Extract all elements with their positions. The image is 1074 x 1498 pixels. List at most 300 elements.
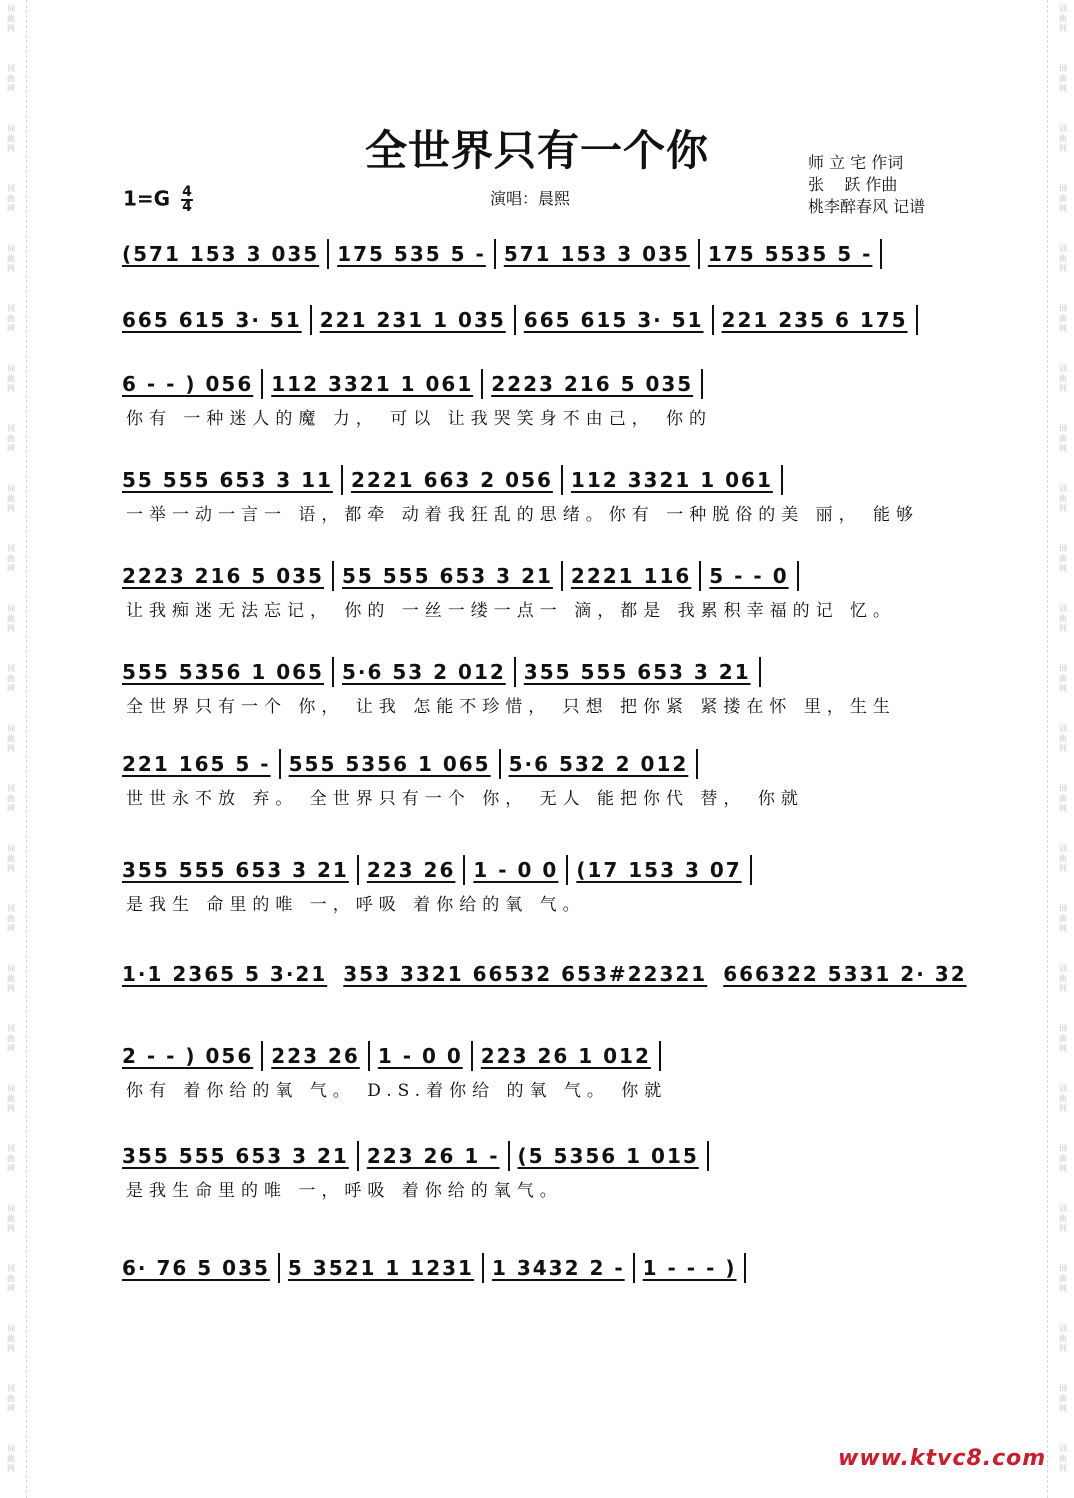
watermark-char: 词 <box>7 1144 15 1153</box>
measure: 1·1 2365 5 3·21 <box>122 962 328 986</box>
composer-credit: 张 跃 作曲 <box>808 175 898 194</box>
bar-line <box>332 561 334 591</box>
measure: 2223 216 5 035 <box>122 564 324 588</box>
measure: 1 - - - ) <box>642 1256 737 1280</box>
score-row <box>122 364 952 430</box>
watermark-char: 曲 <box>1059 1454 1067 1463</box>
lyrics-line: 世世永不放 弃。 全世界只有一个 你， 无人 能把你代 替， 你就 <box>126 789 804 809</box>
watermark-text <box>4 1384 18 1414</box>
watermark-char: 曲 <box>1059 974 1067 983</box>
watermark-char: 网 <box>1059 624 1067 633</box>
watermark-char: 网 <box>1059 1344 1067 1353</box>
watermark-char: 网 <box>7 24 15 33</box>
watermark-char: 曲 <box>7 854 15 863</box>
measure: 1 - 0 0 <box>473 858 559 882</box>
watermark-char: 词 <box>1059 244 1067 253</box>
bar-line <box>880 239 882 269</box>
measure: 1 - 0 0 <box>377 1044 463 1068</box>
measure: 353 3321 66532 653#22321 <box>343 962 708 986</box>
watermark-char: 网 <box>1059 684 1067 693</box>
bar-line <box>701 369 703 399</box>
watermark-char: 曲 <box>7 374 15 383</box>
watermark-char: 网 <box>1059 1404 1067 1413</box>
watermark-char: 词 <box>1059 424 1067 433</box>
watermark-text <box>1056 544 1070 574</box>
watermark-text <box>4 1264 18 1294</box>
bar-line <box>797 561 799 591</box>
watermark-char: 网 <box>7 264 15 273</box>
watermark-text <box>1056 1204 1070 1234</box>
watermark-char: 网 <box>1059 1044 1067 1053</box>
watermark-char: 曲 <box>1059 1394 1067 1403</box>
watermark-char: 词 <box>1059 1204 1067 1213</box>
watermark-char: 词 <box>7 304 15 313</box>
watermark-char: 网 <box>1059 1464 1067 1473</box>
measure: 223 26 <box>366 858 456 882</box>
watermark-char: 词 <box>1059 1384 1067 1393</box>
right-border <box>1047 0 1074 1498</box>
watermark-char: 网 <box>7 84 15 93</box>
watermark-text <box>4 1324 18 1354</box>
score-row <box>122 556 952 622</box>
watermark-char: 词 <box>1059 1084 1067 1093</box>
notation-line <box>122 234 952 274</box>
watermark-char: 网 <box>7 1164 15 1173</box>
score-row <box>122 652 952 718</box>
watermark-char: 网 <box>1059 1284 1067 1293</box>
watermark-char: 词 <box>1059 1324 1067 1333</box>
watermark-char: 词 <box>1059 364 1067 373</box>
measure: 223 26 <box>271 1044 360 1068</box>
bar-line <box>698 239 700 269</box>
bar-line <box>482 1253 484 1283</box>
score-row <box>122 300 952 340</box>
watermark-text <box>4 304 18 334</box>
measure: 665 615 3· 51 <box>523 308 704 332</box>
measure: 355 555 653 3 21 <box>122 858 349 882</box>
watermark-text <box>4 844 18 874</box>
lyrics-line: 是我生命里的唯 一，呼吸 着你给的氧气。 <box>126 1181 563 1201</box>
measure: 1 3432 2 - <box>491 1256 625 1280</box>
watermark-char: 网 <box>1059 924 1067 933</box>
watermark-char: 曲 <box>7 734 15 743</box>
bar-line <box>781 465 783 495</box>
watermark-text <box>4 1024 18 1054</box>
measure: 112 3321 1 061 <box>271 372 474 396</box>
watermark-text <box>4 184 18 214</box>
watermark-char: 网 <box>1059 1224 1067 1233</box>
watermark-char: 曲 <box>1059 914 1067 923</box>
watermark-char: 曲 <box>7 1274 15 1283</box>
lyrics-line: 你有 一种迷人的魔 力， 可以 让我哭笑身不由己， 你的 <box>126 409 713 429</box>
watermark-char: 曲 <box>7 794 15 803</box>
watermark-char: 网 <box>1059 24 1067 33</box>
measure: 5 3521 1 1231 <box>287 1256 474 1280</box>
measure: 5·6 532 2 012 <box>508 752 689 776</box>
bar-line <box>327 239 329 269</box>
bar-line <box>561 465 563 495</box>
measure: 2223 216 5 035 <box>491 372 694 396</box>
time-signature-bottom: 4 <box>182 199 192 215</box>
watermark-char: 曲 <box>1059 14 1067 23</box>
watermark-char: 网 <box>7 804 15 813</box>
watermark-text <box>1056 1384 1070 1414</box>
watermark-char: 词 <box>1059 1264 1067 1273</box>
watermark-char: 曲 <box>7 254 15 263</box>
notation-line <box>122 460 952 500</box>
watermark-char: 网 <box>1059 84 1067 93</box>
watermark-char: 网 <box>7 564 15 573</box>
watermark-char: 曲 <box>7 1394 15 1403</box>
bar-line <box>916 305 918 335</box>
watermark-char: 词 <box>7 484 15 493</box>
watermark-char: 网 <box>7 684 15 693</box>
measure: 666322 5331 2· 32 <box>723 962 967 986</box>
watermark-char: 网 <box>7 744 15 753</box>
watermark-char: 曲 <box>7 914 15 923</box>
watermark-text <box>4 244 18 274</box>
bar-line <box>471 1041 473 1071</box>
measure: 2221 116 <box>570 564 692 588</box>
watermark-char: 词 <box>7 784 15 793</box>
notation-line <box>122 556 952 596</box>
watermark-char: 曲 <box>1059 494 1067 503</box>
measure: 223 26 1 012 <box>480 1044 651 1068</box>
bar-line <box>750 855 752 885</box>
watermark-char: 词 <box>7 604 15 613</box>
watermark-char: 词 <box>7 904 15 913</box>
watermark-char: 曲 <box>7 134 15 143</box>
watermark-char: 网 <box>1059 324 1067 333</box>
measure: 555 5356 1 065 <box>122 660 324 684</box>
watermark-char: 词 <box>1059 724 1067 733</box>
bar-line <box>561 561 563 591</box>
watermark-text <box>1056 1144 1070 1174</box>
watermark-char: 曲 <box>7 674 15 683</box>
left-border <box>0 0 27 1498</box>
watermark-char: 曲 <box>1059 434 1067 443</box>
watermark-char: 网 <box>1059 564 1067 573</box>
watermark-text <box>1056 4 1070 34</box>
watermark-char: 网 <box>1059 1164 1067 1173</box>
measure: 5·6 53 2 012 <box>341 660 506 684</box>
measure: 112 3321 1 061 <box>570 468 773 492</box>
watermark-char: 词 <box>7 1444 15 1453</box>
watermark-char: 曲 <box>7 194 15 203</box>
bar-line <box>514 305 516 335</box>
song-title: 全世界只有一个你 <box>364 126 709 175</box>
bar-line <box>712 305 714 335</box>
watermark-text <box>1056 1444 1070 1474</box>
measure: 2 - - ) 056 <box>122 1044 254 1068</box>
watermark-text <box>1056 784 1070 814</box>
watermark-char: 曲 <box>7 314 15 323</box>
watermark-char: 网 <box>1059 984 1067 993</box>
bar-line <box>278 1253 280 1283</box>
score-row <box>122 460 952 526</box>
watermark-char: 网 <box>1059 444 1067 453</box>
watermark-char: 词 <box>7 724 15 733</box>
watermark-char: 词 <box>1059 904 1067 913</box>
watermark-text <box>1056 664 1070 694</box>
watermark-char: 词 <box>7 1204 15 1213</box>
notation-line <box>122 850 952 890</box>
watermark-char: 曲 <box>7 434 15 443</box>
watermark-text <box>4 484 18 514</box>
watermark-char: 词 <box>7 4 15 13</box>
watermark-char: 曲 <box>7 554 15 563</box>
watermark-char: 曲 <box>1059 374 1067 383</box>
watermark-char: 曲 <box>7 974 15 983</box>
bar-line <box>759 657 761 687</box>
watermark-char: 曲 <box>7 1334 15 1343</box>
watermark-char: 曲 <box>7 1454 15 1463</box>
watermark-char: 网 <box>7 984 15 993</box>
bar-line <box>494 239 496 269</box>
watermark-char: 曲 <box>1059 1214 1067 1223</box>
watermark-char: 网 <box>7 864 15 873</box>
key-signature <box>123 186 193 214</box>
measure: 6 - - ) 056 <box>122 372 254 396</box>
bar-line <box>357 855 359 885</box>
watermark-text <box>1056 1084 1070 1114</box>
measure: (5 5356 1 015 <box>517 1144 699 1168</box>
watermark-char: 网 <box>7 924 15 933</box>
watermark-char: 网 <box>1059 1104 1067 1113</box>
site-logo: www.ktvc8.com <box>838 1446 1047 1471</box>
measure: 221 231 1 035 <box>319 308 506 332</box>
watermark-text <box>1056 244 1070 274</box>
watermark-char: 词 <box>7 364 15 373</box>
watermark-char: 词 <box>7 1264 15 1273</box>
measure: 5 - - 0 <box>709 564 789 588</box>
watermark-text <box>4 784 18 814</box>
notation-line <box>122 1036 952 1076</box>
watermark-char: 网 <box>7 1104 15 1113</box>
watermark-char: 网 <box>7 1404 15 1413</box>
watermark-char: 曲 <box>1059 254 1067 263</box>
measure: (17 153 3 07 <box>576 858 742 882</box>
transcriber-credit: 桃李醉春风 记谱 <box>808 197 926 216</box>
watermark-char: 曲 <box>1059 1034 1067 1043</box>
bar-line <box>707 1141 709 1171</box>
measure: 55 555 653 3 11 <box>122 468 333 492</box>
watermark-char: 词 <box>1059 544 1067 553</box>
score-row <box>122 1036 952 1102</box>
bar-line <box>481 369 483 399</box>
measure: 221 165 5 - <box>122 752 271 776</box>
bar-line <box>261 369 263 399</box>
watermark-char: 词 <box>7 64 15 73</box>
watermark-char: 词 <box>1059 604 1067 613</box>
score-row <box>122 1136 952 1202</box>
watermark-char: 词 <box>7 1384 15 1393</box>
watermark-text <box>4 1444 18 1474</box>
watermark-text <box>4 1204 18 1234</box>
watermark-text <box>1056 844 1070 874</box>
measure: (571 153 3 035 <box>122 242 320 266</box>
watermark-char: 网 <box>1059 204 1067 213</box>
watermark-char: 网 <box>7 1344 15 1353</box>
lyrics-line: 一举一动一言一 语，都牵 动着我狂乱的思绪。你有 一种脱俗的美 丽， 能够 <box>126 505 920 525</box>
measure: 571 153 3 035 <box>503 242 690 266</box>
measure: 355 555 653 3 21 <box>523 660 751 684</box>
watermark-char: 曲 <box>7 614 15 623</box>
measure: 223 26 1 - <box>366 1144 500 1168</box>
watermark-char: 网 <box>1059 144 1067 153</box>
key-label: 1=G <box>123 186 171 211</box>
watermark-char: 网 <box>7 1284 15 1293</box>
watermark-char: 词 <box>7 544 15 553</box>
bar-line <box>310 305 312 335</box>
watermark-char: 曲 <box>1059 1334 1067 1343</box>
watermark-text <box>1056 304 1070 334</box>
watermark-char: 词 <box>1059 1444 1067 1453</box>
watermark-char: 词 <box>7 844 15 853</box>
watermark-char: 词 <box>7 244 15 253</box>
watermark-char: 曲 <box>1059 794 1067 803</box>
bar-line <box>261 1041 263 1071</box>
watermark-char: 曲 <box>1059 854 1067 863</box>
watermark-char: 曲 <box>1059 1274 1067 1283</box>
bar-line <box>368 1041 370 1071</box>
watermark-text <box>4 904 18 934</box>
watermark-char: 曲 <box>1059 74 1067 83</box>
watermark-text <box>1056 484 1070 514</box>
watermark-text <box>1056 1024 1070 1054</box>
watermark-char: 网 <box>1059 384 1067 393</box>
watermark-char: 曲 <box>1059 734 1067 743</box>
watermark-char: 曲 <box>7 1214 15 1223</box>
bar-line <box>514 657 516 687</box>
watermark-text <box>1056 184 1070 214</box>
bar-line <box>699 561 701 591</box>
watermark-char: 曲 <box>7 74 15 83</box>
notation-line <box>122 652 952 692</box>
watermark-text <box>1056 424 1070 454</box>
singer: 演唱：晨熙 <box>490 189 571 208</box>
bar-line <box>696 749 698 779</box>
watermark-char: 词 <box>7 1084 15 1093</box>
watermark-char: 词 <box>1059 184 1067 193</box>
watermark-text <box>4 1084 18 1114</box>
notation-line <box>122 364 952 404</box>
watermark-char: 词 <box>1059 664 1067 673</box>
watermark-char: 词 <box>7 964 15 973</box>
watermark-text <box>4 664 18 694</box>
watermark-text <box>4 364 18 394</box>
lyrics-line: 是我生 命里的唯 一，呼吸 着你给的氧 气。 <box>126 895 586 915</box>
measure: 55 555 653 3 21 <box>341 564 553 588</box>
time-signature <box>181 186 193 214</box>
watermark-char: 曲 <box>1059 554 1067 563</box>
watermark-char: 网 <box>7 204 15 213</box>
watermark-char: 词 <box>1059 964 1067 973</box>
watermark-char: 曲 <box>1059 134 1067 143</box>
watermark-text <box>4 964 18 994</box>
watermark-char: 网 <box>1059 804 1067 813</box>
watermark-char: 曲 <box>7 1094 15 1103</box>
watermark-char: 词 <box>7 1324 15 1333</box>
watermark-text <box>1056 724 1070 754</box>
notation-line <box>122 744 952 784</box>
watermark-char: 网 <box>1059 504 1067 513</box>
watermark-char: 曲 <box>7 1154 15 1163</box>
watermark-char: 曲 <box>1059 1094 1067 1103</box>
watermark-char: 词 <box>1059 1024 1067 1033</box>
bar-line <box>357 1141 359 1171</box>
notation-line <box>122 954 967 994</box>
score-row <box>122 954 967 994</box>
bar-line <box>508 1141 510 1171</box>
watermark-char: 曲 <box>7 14 15 23</box>
measure: 6· 76 5 035 <box>122 1256 270 1280</box>
watermark-char: 网 <box>7 624 15 633</box>
measure: 555 5356 1 065 <box>288 752 491 776</box>
watermark-char: 曲 <box>1059 194 1067 203</box>
watermark-char: 词 <box>7 424 15 433</box>
watermark-text <box>1056 364 1070 394</box>
measure: 175 535 5 - <box>337 242 486 266</box>
watermark-char: 网 <box>7 1464 15 1473</box>
watermark-char: 词 <box>7 124 15 133</box>
watermark-char: 词 <box>7 664 15 673</box>
watermark-char: 曲 <box>1059 674 1067 683</box>
watermark-char: 网 <box>7 324 15 333</box>
bar-line <box>499 749 501 779</box>
credits <box>808 152 925 218</box>
watermark-char: 网 <box>1059 264 1067 273</box>
watermark-char: 曲 <box>1059 314 1067 323</box>
watermark-char: 词 <box>1059 124 1067 133</box>
watermark-text <box>1056 64 1070 94</box>
score-row <box>122 234 952 274</box>
measure: 2221 663 2 056 <box>350 468 553 492</box>
lyricist-credit: 师 立 宅 作词 <box>808 153 904 172</box>
measure: 175 5535 5 - <box>707 242 873 266</box>
watermark-char: 词 <box>1059 784 1067 793</box>
watermark-char: 词 <box>1059 844 1067 853</box>
watermark-char: 曲 <box>7 494 15 503</box>
watermark-text <box>1056 904 1070 934</box>
measure: 355 555 653 3 21 <box>122 1144 349 1168</box>
score-row <box>122 744 952 810</box>
watermark-char: 网 <box>1059 864 1067 873</box>
time-signature-top: 4 <box>182 184 192 200</box>
bar-line <box>659 1041 661 1071</box>
bar-line <box>566 855 568 885</box>
watermark-text <box>1056 1264 1070 1294</box>
bar-line <box>341 465 343 495</box>
bar-line <box>332 657 334 687</box>
watermark-text <box>1056 964 1070 994</box>
watermark-text <box>4 64 18 94</box>
watermark-text <box>4 424 18 454</box>
watermark-text <box>1056 1324 1070 1354</box>
watermark-text <box>4 544 18 574</box>
watermark-char: 网 <box>7 384 15 393</box>
bar-line <box>633 1253 635 1283</box>
watermark-char: 词 <box>1059 1144 1067 1153</box>
watermark-char: 词 <box>7 1024 15 1033</box>
watermark-char: 词 <box>1059 484 1067 493</box>
watermark-char: 词 <box>1059 64 1067 73</box>
watermark-char: 曲 <box>7 1034 15 1043</box>
watermark-char: 词 <box>1059 4 1067 13</box>
watermark-text <box>4 4 18 34</box>
bar-line <box>463 855 465 885</box>
watermark-text <box>1056 604 1070 634</box>
